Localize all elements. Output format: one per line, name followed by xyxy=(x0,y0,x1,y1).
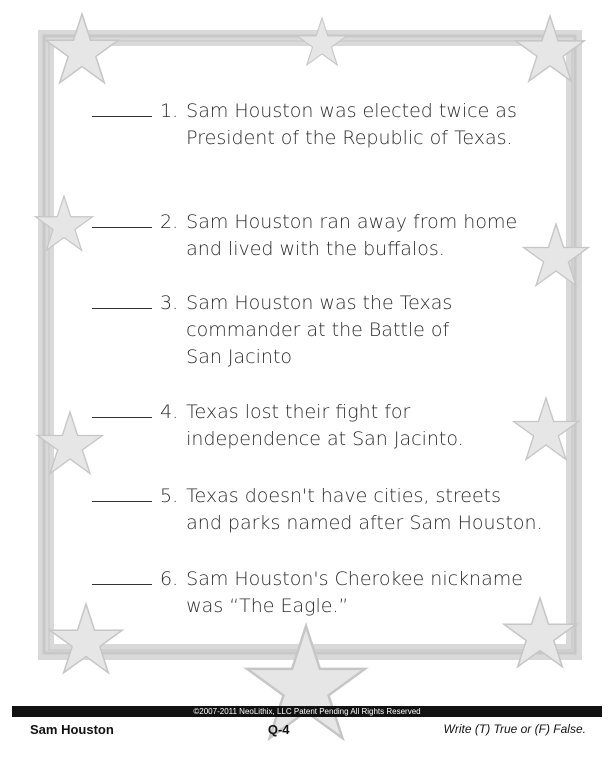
answer-blank[interactable] xyxy=(92,98,152,117)
question-text: Texas doesn't have cities, streets and parks named after Sam Houston. xyxy=(186,485,543,534)
question-number: 3. xyxy=(160,292,179,314)
question-text: Sam Houston's Cherokee nickname was “The Eagle.” xyxy=(186,568,523,617)
star-icon xyxy=(46,14,118,83)
answer-blank[interactable] xyxy=(92,483,152,502)
question-number: 5. xyxy=(160,485,179,507)
answer-blank[interactable] xyxy=(92,399,152,418)
question-5 xyxy=(92,483,572,537)
star-icon xyxy=(297,18,346,65)
answer-blank[interactable] xyxy=(92,290,152,309)
copyright-bar: ©2007-2011 NeoLithix, LLC Patent Pending All Rights Reserved xyxy=(12,706,602,717)
question-6 xyxy=(92,566,572,620)
question-number: 2. xyxy=(160,211,179,233)
question-2 xyxy=(92,209,572,263)
question-number: 6. xyxy=(160,568,179,590)
question-4 xyxy=(92,399,572,453)
worksheet-instructions: Write (T) True or (F) False. xyxy=(443,722,586,736)
question-text: Texas lost their fight for independence at San Jacinto. xyxy=(186,401,464,450)
question-number: 4. xyxy=(160,401,179,423)
answer-blank[interactable] xyxy=(92,566,152,585)
question-text: Sam Houston was the Texas commander at the Battle of San Jacinto xyxy=(186,292,453,368)
page-footer xyxy=(30,720,586,738)
answer-blank[interactable] xyxy=(92,209,152,228)
worksheet-code: Q-4 xyxy=(267,721,290,737)
worksheet-title: Sam Houston xyxy=(30,721,114,737)
question-number: 1. xyxy=(160,100,179,122)
question-text: Sam Houston was elected twice as President of the Republic of Texas. xyxy=(186,100,517,149)
question-text: Sam Houston ran away from home and lived with the buffalos. xyxy=(186,211,518,260)
question-3 xyxy=(92,290,572,371)
question-1 xyxy=(92,98,572,152)
